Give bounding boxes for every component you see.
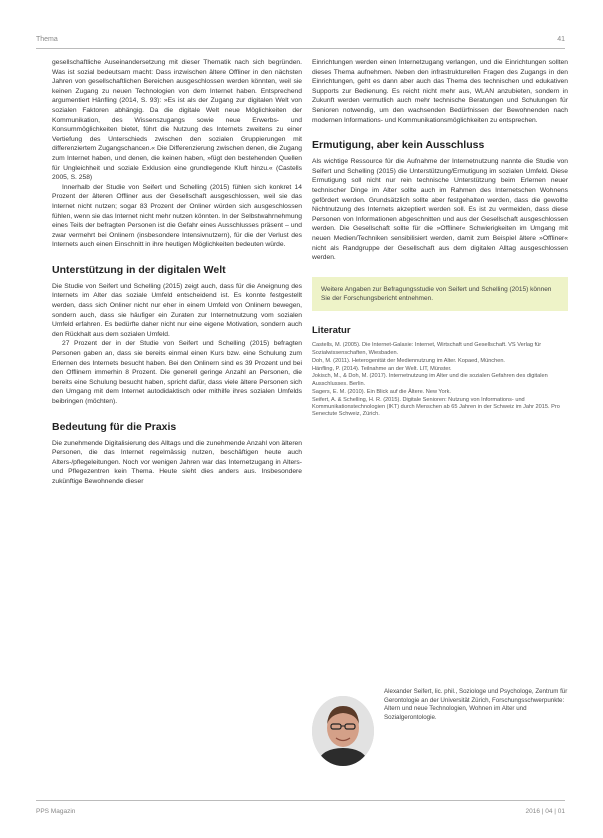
running-header	[36, 36, 565, 43]
running-footer	[36, 808, 565, 815]
paragraph: Die zunehmende Digitalisierung des Alltags und die zunehmende Anzahl von älteren Personen, die das Internet regelmässig nutzen, beschäftigen heute auch Alters-/pflegeleitungen. Noch vor wenigen Jahren war das Internetzugang in Alters- und Pflegezentren kein Thema. Heute sieht dies anders aus. Insbesondere zukünftige Bewohnende dieser	[52, 439, 302, 485]
author-bio-text: Alexander Seifert, lic. phil., Soziologe und Psychologe, Zentrum für Gerontologie an der Universität Zürich, Forschungsschwerpunkte: Altern und neue Technologien, Wohnen im Alter und Sozialgerontologie.	[384, 688, 568, 721]
section-support	[52, 264, 302, 407]
reference-item: Hänfling, P. (2014). Teilnahme an der Welt. LIT, Münster.	[312, 365, 452, 372]
paragraph: Innerhalb der Studie von Seifert und Schelling (2015) fühlen sich konkret 14 Prozent der älteren Offliner aus der Gesellschaft ausgeschlossen, weil sie das Internet nicht nutzen; sogar 83 Prozent der Onliner würden sich ausgeschlossen fühlen, wenn sie das Internet nicht mehr nutzen könnten. In der Selbstwahrnehmung eines Teils der befragten Personen ist die Gefahr eines Ausschlusses präsent – und zwar vermehrt bei Onlinern (insbesondere Intensivnutzern), für die der Verlust des Internets auch einen Einschnitt in ihre heutigen Möglichkeiten bedeuten würde.	[52, 183, 302, 249]
author-photo	[312, 696, 374, 766]
info-box	[312, 277, 568, 312]
section-heading: Unterstützung in der digitalen Welt	[52, 263, 226, 276]
info-box-text: Weitere Angaben zur Befragungsstudie von Seifert und Schelling (2015) können Sie der Forschungsbericht entnehmen.	[321, 285, 552, 302]
paragraph: gesellschaftliche Auseinandersetzung mit dieser Thematik nach sich begründen. Was ist sozial bedeutsam macht: Dass inzwischen ältere Offliner in den nächsten Jahren von gesellschaftlichen Bereichen ausgeschlossen werden könnten, weil sie keinen Zugang zu neuen Technologien von dem Internet haben. Entsprechend argumentiert Hänfling (2014, S. 93): »Es ist als der Zugang zur digitalen Welt von sozialen Faktoren abhängig. Da die digitale Welt neue Möglichkeiten der Kommunikation, des Wissenszugangs sowie neue Erwerbs- und Konsummöglichkeiten bietet, führt die Nutzung des Internets zweitens zu einer Vertiefung des Unterschieds zwischen den sozialen Gruppierungen mit differenziertem Zugangschancen.« Die Differenzierung zwischen denen, die Zugang zum Internet haben, und denen, die keinen haben, »fügt den bestehenden Quellen für Ungleichheit und soziale Exklusion eine grundlegende Kluft hinzu.« (Castells 2005, S. 258)	[52, 59, 302, 182]
footer-right: 2016 | 04 | 01	[525, 808, 565, 815]
section-exclusion	[312, 139, 568, 263]
reference-item: Seifert, A. & Schelling, H. R. (2015). Digitale Senioren: Nutzung von Informations- und Kommunikationstechnologien (IKT) durch Menschen ab 65 Jahren in der Schweiz im Jahr 2015. Pro Senectute Schweiz, Zürich.	[312, 396, 560, 418]
paragraph: 27 Prozent der in der Studie von Seifert und Schelling (2015) befragten Personen gaben an, dass sie bereits einmal einen Kurs bzw. eine Schulung zum Erlernen des Internets besucht haben. Bei den Onlinern sind es 39 Prozent und bei den Offlinern immerhin 8 Prozent. Die generell geringe Anzahl an Personen, die bereits eine Schulung besucht haben, spricht dafür, dass viele ältere Personen sich den Umgang mit dem Internet autodidaktisch oder mithilfe ihres sozialen Umfelds beibringen (möchten).	[52, 340, 302, 405]
reference-item: Castells, M. (2005). Die Internet-Galaxie: Internet, Wirtschaft und Gesellschaft. VS Verlag für Sozialwissenschaften, Wiesbaden.	[312, 342, 542, 356]
page-number: 41	[557, 36, 565, 43]
section-heading: Bedeutung für die Praxis	[52, 420, 177, 433]
left-column	[52, 58, 302, 487]
header-rule	[36, 48, 565, 49]
footer-left: PPS Magazin	[36, 808, 76, 815]
paragraph: Die Studie von Seifert und Schelling (2015) zeigt auch, dass für die Aneignung des Internets im Alter das soziale Umfeld entscheidend ist. Es konnte festgestellt werden, dass sich Onliner nicht nur eher in einem Umfeld von Onlinern bewegen, sondern auch, dass sie häufiger ein Zuraten zur Internetnutzung vom sozialen Umfeld erfahren. Es bedürfte daher nicht nur eine eigene Motivation, sondern auch den Rückhalt aus dem sozialen Umfeld.	[52, 282, 302, 338]
section-practice	[52, 421, 302, 487]
section-label: Thema	[36, 36, 58, 43]
literature-list	[312, 342, 568, 419]
footer-rule	[36, 800, 565, 801]
author-bio	[384, 688, 568, 722]
reference-item: Doh, M. (2011). Heterogenität der Mediennutzung im Alter. Kopaed, München.	[312, 357, 505, 364]
literature-heading: Literatur	[312, 325, 351, 337]
right-column	[312, 58, 568, 419]
reference-item: Jokisch, M., & Doh, M. (2017). Internetnutzung im Alter und die sozialen Gefahren des digitalen Ausschlusses. Berlin.	[312, 373, 548, 387]
portrait-image	[312, 696, 374, 766]
section-heading: Ermutigung, aber kein Ausschluss	[312, 139, 485, 152]
paragraph: Einrichtungen werden einen Internetzugang verlangen, und die Einrichtungen sollten dieses Thema aufnehmen. Neben den infrastrukturellen Fragen des Zugangs in den Einrichtungen, geht es dann aber auch das Thema des technischen und edukativen Supports zur Bedienung. Es reicht nicht mehr aus, WLAN anzubieten, sondern in Zukunft werden vermutlich auch mehr technische Beratungen und Schulungen für Senioren notwendig, um den wachsenden Bedürfnissen der Bewohnenden nach modernen Informations- und Kommunikationsmöglichkeiten zu entsprechen.	[312, 59, 568, 124]
reference-item: Sagers, E. M. (2010). Ein Blick auf die Ältere. New York.	[312, 388, 451, 395]
author-box	[312, 688, 568, 780]
paragraph: Als wichtige Ressource für die Aufnahme der Internetnutzung nannte die Studie von Seifert und Schelling (2015) die Unterstützung/Ermutigung im sozialen Umfeld. Diese Ermutigung soll nicht nur rein technische Unterstützung beim Erlernen neuer technischer Dinge im Alter sollte auch im Rahmen des Internetschen Wohnens gefördert werden. Grundsätzlich sollte aber festgehalten werden, dass die gewollte Nichtnutzung des Internets akzeptiert werden soll. Es ist zu vermeiden, dass diese Personen von Informationen abgeschnitten und aus der Gesellschaft ausgeschlossen werden. Die Gesellschaft sollte für die »Offliner« Schwierigkeiten im Umgang mit neuen Medien/Techniken sensibilisiert werden, damit zum Beispiel ältere »Offliner« nicht als Randgruppe der Gesellschaft aus dem digitalen Alltag ausgeschlossen werden.	[312, 158, 568, 262]
